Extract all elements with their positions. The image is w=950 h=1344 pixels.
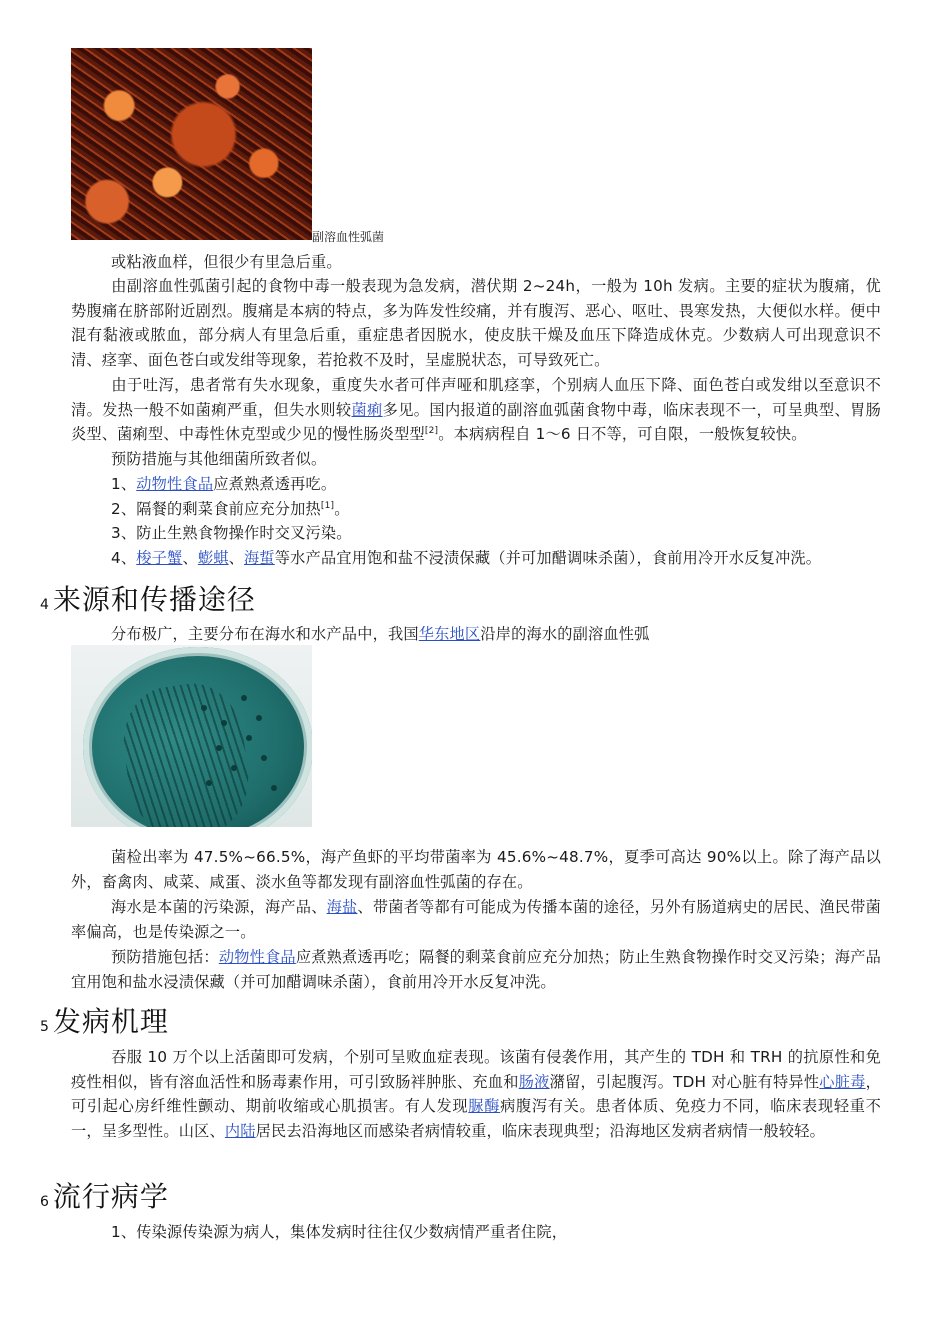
link-菌痢[interactable]: 菌痢	[351, 400, 383, 419]
link-华东地区[interactable]: 华东地区	[418, 625, 481, 643]
paragraph: 由副溶血性弧菌引起的食物中毒一般表现为急发病，潜伏期 2~24h，一般为 10h 发病。主要的症状为腹痛，优势腹痛在脐部附近剧烈。腹痛是本病的特点，多为阵发性绞痛，并有腹泻、恶心、呕吐、畏寒发热，大便似水样。便中混有黏液或脓血，部分病人有里急后重，重症患者因脱水，使皮肤干燥及血压下降造成休克。少数病人可出现意识不清、痉挛、面色苍白或发绀等现象，若抢救不及时，呈虚脱状态，可导致死亡。	[71, 277, 881, 369]
paragraph: 由于吐泻，患者常有失水现象，重度失水者可伴声哑和肌痉挛，个别病人血压下降、面色苍白或发绀以至意识不清。发热一般不如菌痢严重，但失水则较菌痢多见。国内报道的副溶血弧菌食物中毒，临床表现不一，可呈典型、胃肠炎型、菌痢型、中毒性休克型或少见的慢性肠炎型型[2]。本病病程自 1～6 日不等，可自限，一般恢复较快。	[71, 376, 881, 444]
link-动物性食品[interactable]: 动物性食品	[218, 948, 296, 966]
link-梭子蟹[interactable]: 梭子蟹	[136, 549, 183, 567]
paragraph: 海水是本菌的污染源，海产品、海盐、带菌者等都有可能成为传播本菌的途径，另外有肠道病史的居民、渔民带菌率偏高，也是传染源之一。	[71, 898, 881, 941]
paragraph: 1、传染源传染源为病人，集体发病时往往仅少数病情严重者住院，	[111, 1223, 568, 1241]
paragraph: 预防措施与其他细菌所致者似。	[111, 450, 327, 468]
paragraph: 预防措施包括：动物性食品应煮熟煮透再吃；隔餐的剩菜食前应充分加热；防止生熟食物操作时交叉污染；海产品宜用饱和盐水浸渍保藏（并可加醋调味杀菌），食前用冷开水反复冲洗。	[71, 948, 881, 991]
paragraph: 菌检出率为 47.5%~66.5%，海产鱼虾的平均带菌率为 45.6%~48.7%，夏季可高达 90%以上。除了海产品以外，畜禽肉、咸菜、咸蛋、淡水鱼等都发现有副溶血性弧菌的存在。	[71, 848, 881, 891]
list-item: 1、动物性食品应煮熟煮透再吃。	[111, 475, 337, 493]
link-心脏毒[interactable]: 心脏毒	[819, 1072, 866, 1091]
link-海蜇[interactable]: 海蜇	[244, 549, 275, 567]
citation[interactable]: [2]	[424, 426, 439, 437]
link-海盐[interactable]: 海盐	[326, 898, 358, 916]
paragraph: 分布极广，主要分布在海水和水产品中，我国华东地区沿岸的海水的副溶血性弧	[111, 625, 650, 643]
paragraph: 吞服 10 万个以上活菌即可发病，个别可呈败血症表现。该菌有侵袭作用，其产生的 TDH 和 TRH 的抗原性和免疫性相似，皆有溶血活性和肠毒素作用，可引致肠袢肿胀、充血和肠液潴留，引起腹泻。TDH 对心脏有特异性心脏毒，可引起心房纤维性颤动、期前收缩或心肌损害。有人发现脲酶病腹泻有关。患者体质、免疫力不同，临床表现轻重不一，呈多型性。山区、内陆居民去沿海地区而感染者病情较重，临床表现典型；沿海地区发病者病情一般较轻。	[71, 1048, 881, 1140]
section-heading: 4 来源和传播途径	[40, 583, 256, 616]
bacteria-micrograph-image	[71, 48, 312, 240]
section-heading: 6 流行病学	[40, 1180, 169, 1213]
link-动物性食品[interactable]: 动物性食品	[136, 475, 214, 493]
figure-caption: 副溶血性弧菌	[312, 230, 385, 244]
link-内陆[interactable]: 内陆	[224, 1121, 256, 1140]
petri-dish-image	[71, 645, 312, 827]
section-heading: 5 发病机理	[40, 1005, 169, 1038]
link-脲酶[interactable]: 脲酶	[468, 1097, 501, 1116]
link-蟛蜞[interactable]: 蟛蜞	[197, 549, 229, 567]
link-肠液[interactable]: 肠液	[518, 1072, 550, 1091]
list-item: 4、梭子蟹、蟛蜞、海蜇等水产品宜用饱和盐不浸渍保藏（并可加醋调味杀菌），食前用冷开水反复冲洗。	[111, 549, 822, 567]
list-item: 2、隔餐的剩菜食前应充分加热[1]。	[111, 500, 350, 518]
citation[interactable]: [1]	[320, 500, 335, 511]
list-item: 3、防止生熟食物操作时交叉污染。	[111, 524, 352, 542]
paragraph: 或粘液血样，但很少有里急后重。	[111, 253, 342, 271]
